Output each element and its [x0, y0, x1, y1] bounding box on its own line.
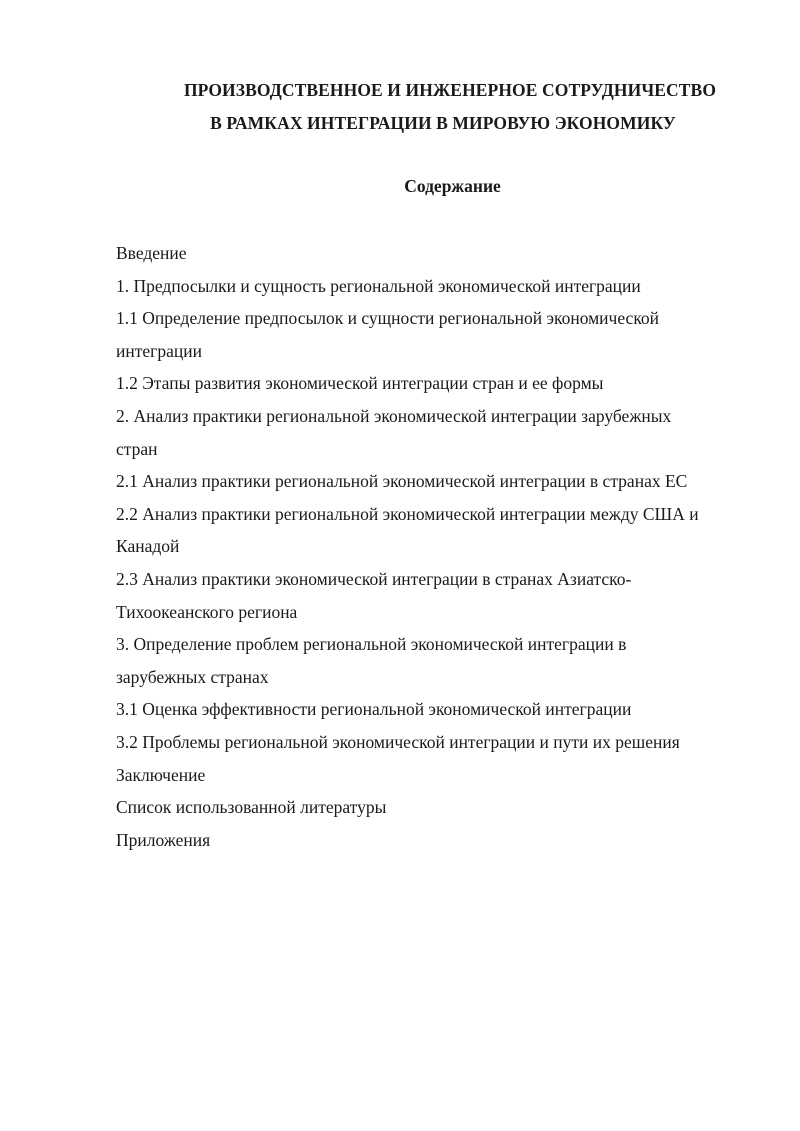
toc-entry-1-1-cont: интеграции — [116, 340, 202, 361]
toc-entry-2-cont: стран — [116, 438, 158, 459]
document-title-line-2: В РАМКАХ ИНТЕГРАЦИИ В МИРОВУЮ ЭКОНОМИКУ — [210, 113, 676, 133]
document-title-line-1: ПРОИЗВОДСТВЕННОЕ И ИНЖЕНЕРНОЕ СОТРУДНИЧЕСТВО — [183, 80, 717, 100]
toc-entry-1-2: 1.2 Этапы развития экономической интеграции стран и ее формы — [116, 373, 604, 394]
toc-entry-2-3: 2.3 Анализ практики экономической интеграции в странах Азиатско- — [116, 568, 632, 589]
toc-entry-3: 3. Определение проблем региональной экономической интеграции в — [116, 634, 627, 655]
toc-entry-3-2: 3.2 Проблемы региональной экономической интеграции и пути их решения — [116, 731, 680, 752]
toc-entry-3-cont: зарубежных странах — [116, 666, 269, 687]
toc-heading: Содержание — [404, 176, 501, 196]
toc-entry-references: Список использованной литературы — [116, 797, 387, 818]
toc-entry-conclusion: Заключение — [116, 764, 206, 785]
toc-entry-2-2: 2.2 Анализ практики региональной экономической интеграции между США и — [116, 503, 699, 524]
toc-entry-3-1: 3.1 Оценка эффективности региональной экономической интеграции — [116, 699, 632, 720]
toc-entry-1: 1. Предпосылки и сущность региональной экономической интеграции — [116, 275, 641, 296]
toc-entry-appendices: Приложения — [116, 829, 211, 850]
toc-entry-2-1: 2.1 Анализ практики региональной экономической интеграции в странах ЕС — [116, 471, 688, 492]
toc-entry-2-2-cont: Канадой — [116, 536, 180, 557]
toc-entry-2: 2. Анализ практики региональной экономической интеграции зарубежных — [116, 405, 672, 426]
toc-entry-introduction: Введение — [116, 243, 187, 263]
document-title — [110, 74, 790, 140]
table-of-contents — [116, 237, 766, 856]
toc-entry-1-1: 1.1 Определение предпосылок и сущности региональной экономической — [116, 308, 660, 329]
toc-entry-2-3-cont: Тихоокеанского региона — [116, 601, 298, 622]
